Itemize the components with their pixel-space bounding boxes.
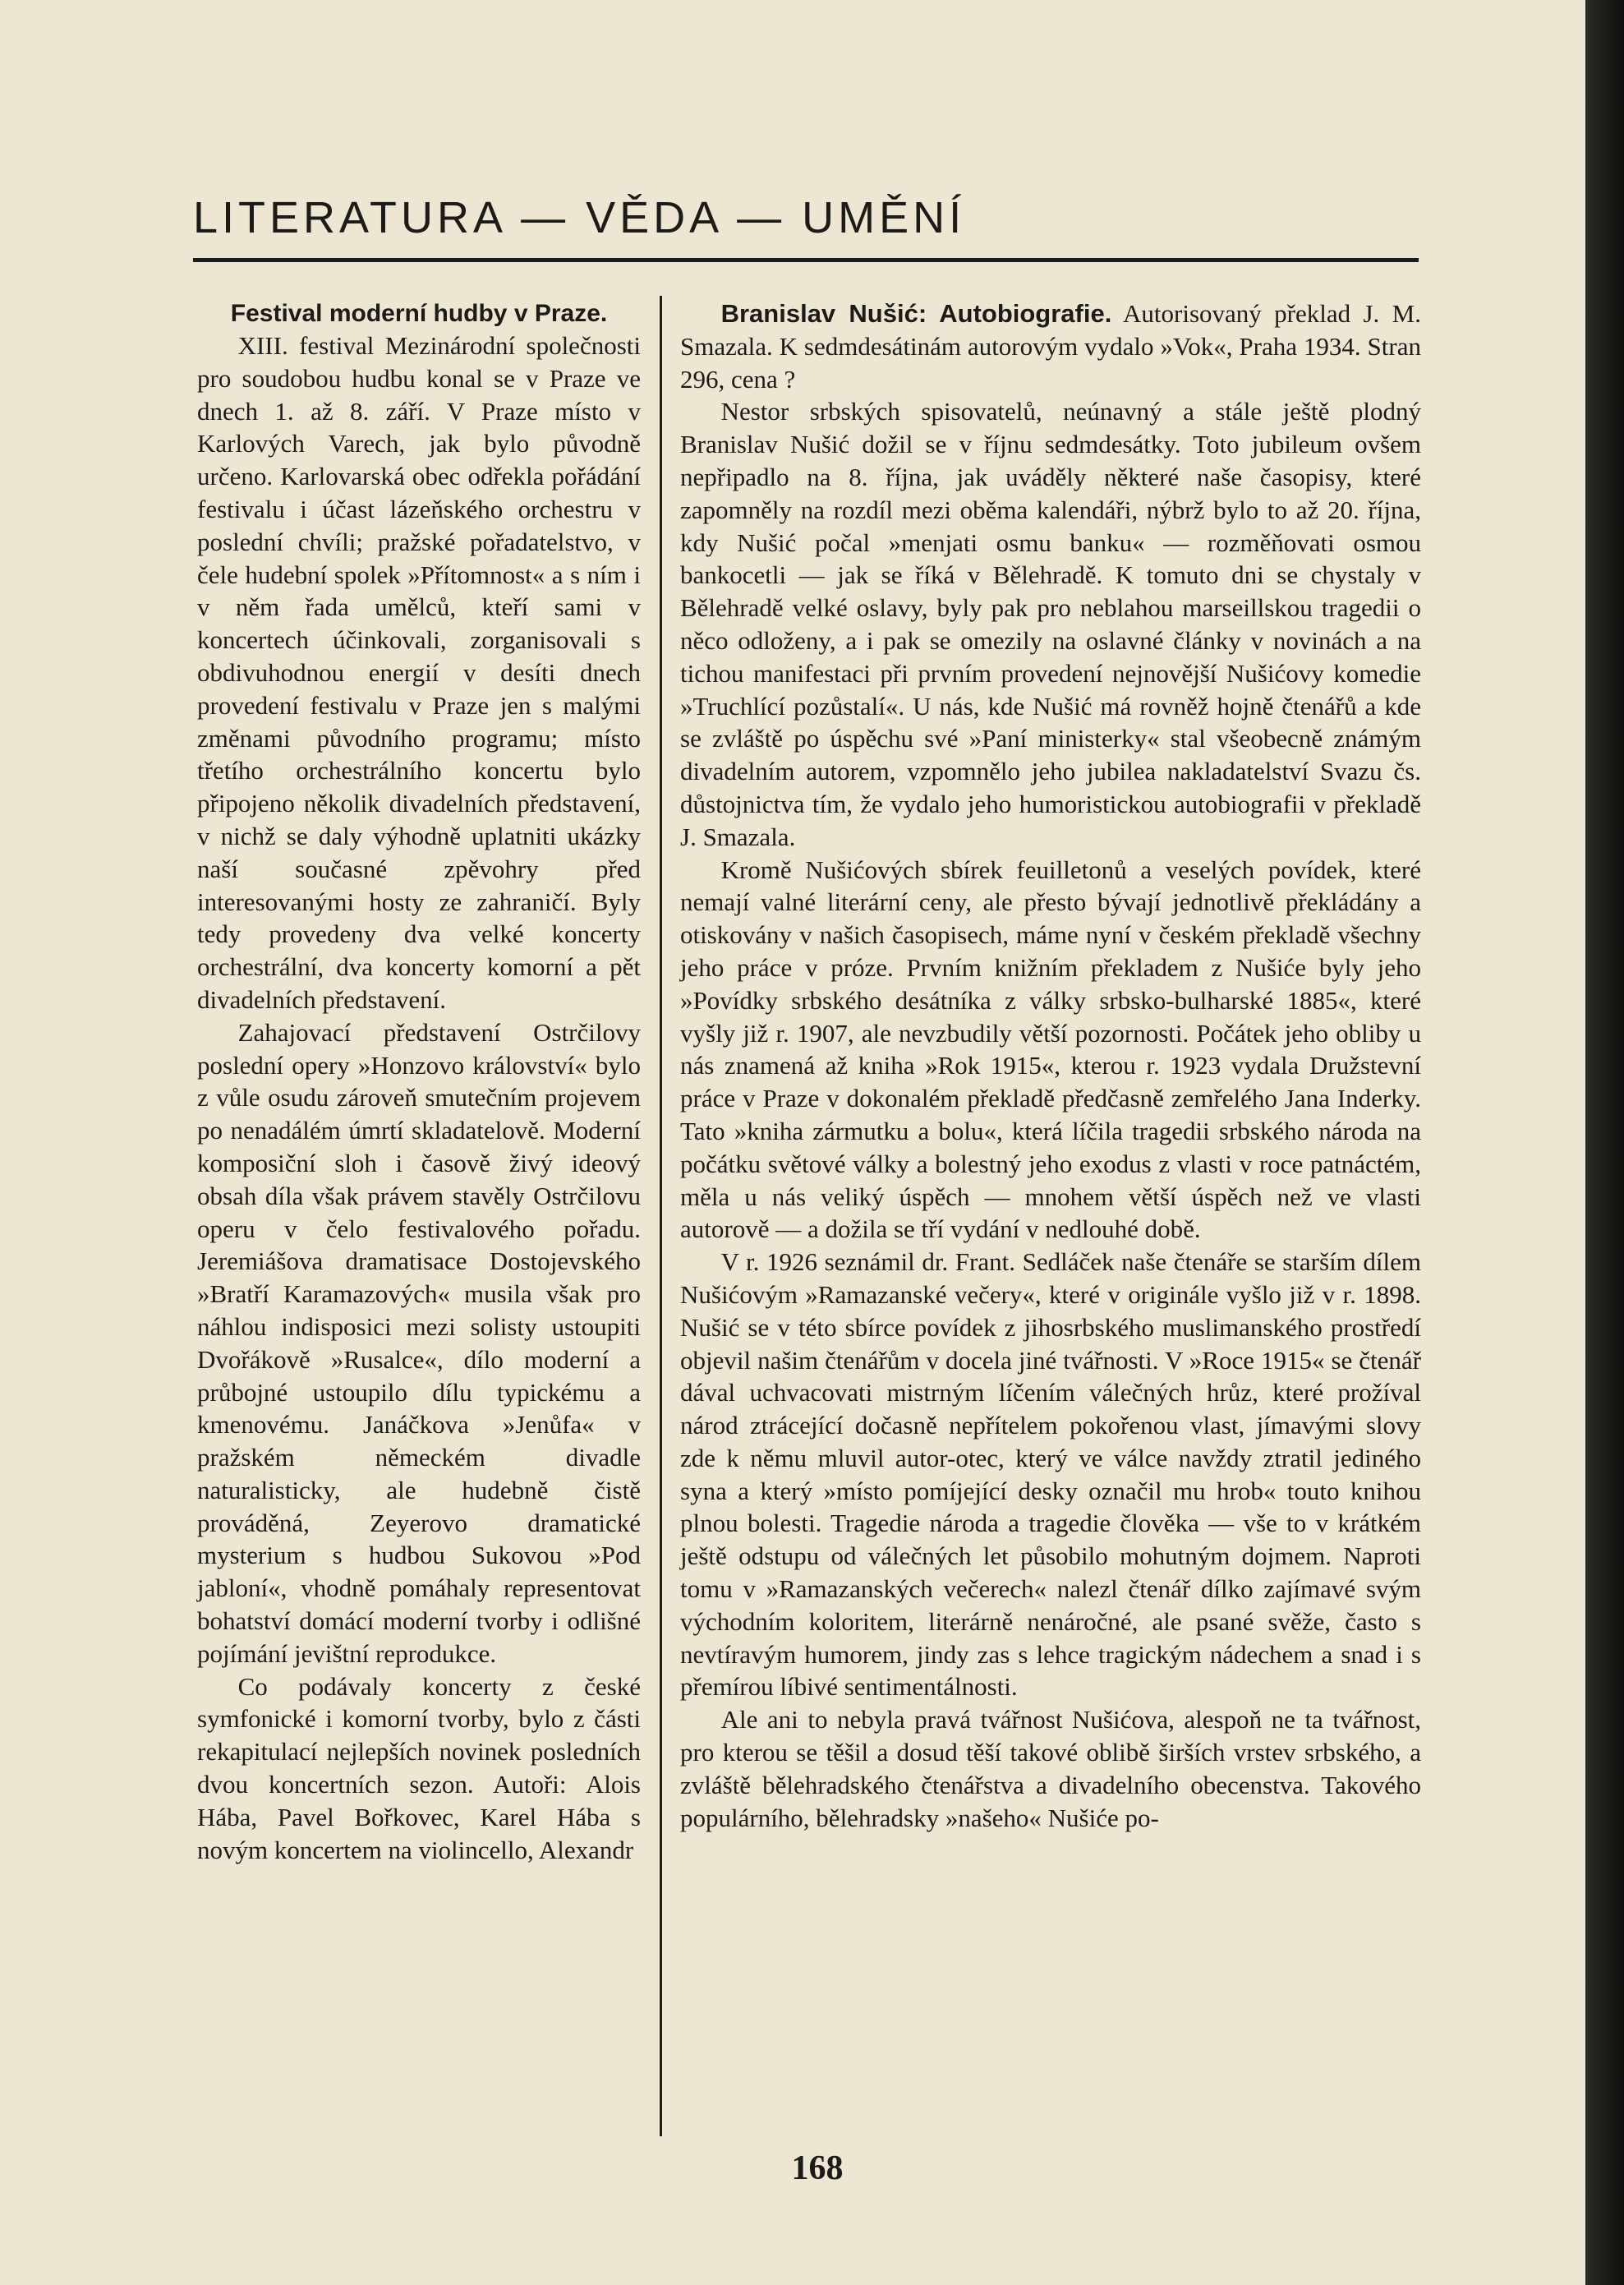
left-column	[197, 297, 641, 1866]
paragraph: Nestor srbských spisovatelů, neúnavný a stále ještě plodný Branislav Nušić dožil se v říjnu sedmdesátky. Toto jubileum ovšem nepřipadlo na 8. října, jak uváděly některé naše časopisy, které zapomněly na rozdíl mezi oběma kalendáři, nýbrž bylo to až 20. října, kdy Nušić počal »menjati osmu banku« — rozměňovati osmou bankocetli — jak se říká v Bělehradě. K tomuto dni se chystaly v Bělehradě velké oslavy, byly pak pro neblahou marseillskou tragedii o něco odloženy, a i pak se omezily na oslavné články v novinách a na tichou manifestaci při prvním provedení nejnovější Nušićovy komedie »Truchlící pozůstalí«. U nás, kde Nušić má rovněž hojně čtenářů a kde se zvláště po úspěchu své »Paní ministerky« stal všeobecně známým divadelním autorem, vzpomnělo jeho jubilea nakladatelství Svazu čs. důstojnictva tím, že vydalo jeho humoristickou autobiografii v překladě J. Smazala.	[680, 397, 1421, 851]
page-edge	[1585, 0, 1624, 2285]
paragraph: Kromě Nušićových sbírek feuilletonů a veselých povídek, které nemají valné literární ceny, ale přesto bývají jednotlivě překládány a otiskovány v našich časopisech, máme nyní v českém překladě všechny jeho práce v próze. Prvním knižním překladem z Nušiće byly jeho »Povídky srbského desátníka z války srbsko-bulharské 1885«, které vyšly již r. 1907, ale nevzbudily větší pozornosti. Počátek jeho obliby u nás znamená až kniha »Rok 1915«, kterou r. 1923 vydala Družstevní práce v Praze v dokonalém překladě předčasně zemřelého Jana Inderky. Tato »kniha zármutku a bolu«, která líčila tragedii srbského národa na počátku světové války a bolestný jeho exodus z vlasti v roce patnáctém, měla u nás veliký úspěch — mnohem větší úspěch než ve vlasti autorově — a dožila se tří vydání v nedlouhé době.	[680, 855, 1421, 1244]
section-header	[193, 193, 1419, 262]
book-title: Branislav Nušić: Autobiografie.	[720, 299, 1112, 328]
article-heading: Festival moderní hudby v Praze.	[230, 300, 608, 327]
column-divider	[660, 296, 662, 2136]
page-number: 168	[791, 2149, 844, 2187]
book-info: Autorisovaný překlad J. M. Smazala. K sedmdesátinám autorovým vydalo »Vok«, Praha 1934. Stran 296, cena ?	[680, 299, 1421, 394]
right-column	[680, 297, 1421, 1834]
book-review-header	[680, 297, 1421, 395]
paragraph: Ale ani to nebyla pravá tvářnost Nušićova, alespoň ne ta tvářnost, pro kterou se těšil a dosud těší takové oblibě širších vrstev srbského, a zvláště bělehradského čtenářstva a divadelního obecenstva. Takového populárního, bělehradsky »našeho« Nušiće po-	[680, 1705, 1421, 1832]
section-title: LITERATURA — VĚDA — UMĚNÍ	[193, 193, 966, 242]
paragraph: XIII. festival Mezinárodní společnosti pro soudobou hudbu konal se v Praze ve dnech 1. až 8. září. V Praze místo v Karlových Varech, jak bylo původně určeno. Karlovarská obec odřekla pořádání festivalu i účast lázeňského orchestru v poslední chvíli; pražské pořadatelstvo, v čele hudební spolek »Přítomnost« a s ním i v něm řada umělců, kteří sami v koncertech účinkovali, zorganisovali s obdivuhodnou energií v desíti dnech provedení festivalu v Praze jen s malými změnami původního programu; místo třetího orchestrálního koncertu bylo připojeno několik divadelních představení, v nichž se daly výhodně uplatniti ukázky naší současné zpěvohry před interesovanými hosty ze zahraničí. Byly tedy provedeny dva velké koncerty orchestrální, dva koncerty komorní a pět divadelních představení.	[197, 331, 641, 1014]
paragraph: Zahajovací představení Ostrčilovy poslední opery »Honzovo království« bylo z vůle osudu zároveň smutečním projevem po nenadálém úmrtí skladatelově. Moderní komposiční sloh i časově živý ideový obsah díla však právem stavěly Ostrčilovu operu v čelo festivalového pořadu. Jeremiášova dramatisace Dostojevského »Bratří Karamazových« musila však pro náhlou indisposici mezi solisty ustoupiti Dvořákově »Rusalce«, dílo moderní a průbojné ustoupilo dílu typickému a kmenovému. Janáčkova »Jenůfa« v pražském německém divadle naturalisticky, ale hudebně čistě prováděná, Zeyerovo dramatické mysterium s hudbou Sukovou »Pod jabloní«, vhodně pomáhaly representovat bohatství domácí moderní tvorby i odlišné pojímání jevištní reprodukce.	[197, 1017, 641, 1668]
paragraph: V r. 1926 seznámil dr. Frant. Sedláček naše čtenáře se starším dílem Nušićovým »Ramazanské večery«, které v originále vyšlo již v r. 1898. Nušić se v této sbírce povídek z jihosrbského muslimanského prostředí objevil našim čtenářům v docela jiné tvářnosti. V »Roce 1915« se čtenář dával uchvacovati mistrným líčením válečných hrůz, které prožíval národ ztrácející dočasně nepřítelem pokořenou vlast, jímavými slovy zde k němu mluvil autor-otec, který ve válce navždy ztratil jediného syna a který »místo pomíjející desky označil mu hrob« touto knihou plnou bolesti. Tragedie národa a tragedie člověka — vše to v krátkém ještě odstupu od válečných let působilo mohutným dojmem. Naproti tomu v »Ramazanských večerech« nalezl čtenář dílko zajímavé svým východním koloritem, literárně nenáročné, ale psané svěže, často s nevtíravým humorem, jindy zas s lehce tragickým nádechem a snad i s přemírou líbivé sentimentálnosti.	[680, 1247, 1421, 1702]
paragraph: Co podávaly koncerty z české symfonické i komorní tvorby, bylo z části rekapitulací nejlepších novinek posledních dvou koncertních sezon. Autoři: Alois Hába, Pavel Bořkovec, Karel Hába s novým koncertem na violincello, Alexandr	[197, 1671, 641, 1864]
header-rule	[193, 258, 1419, 262]
